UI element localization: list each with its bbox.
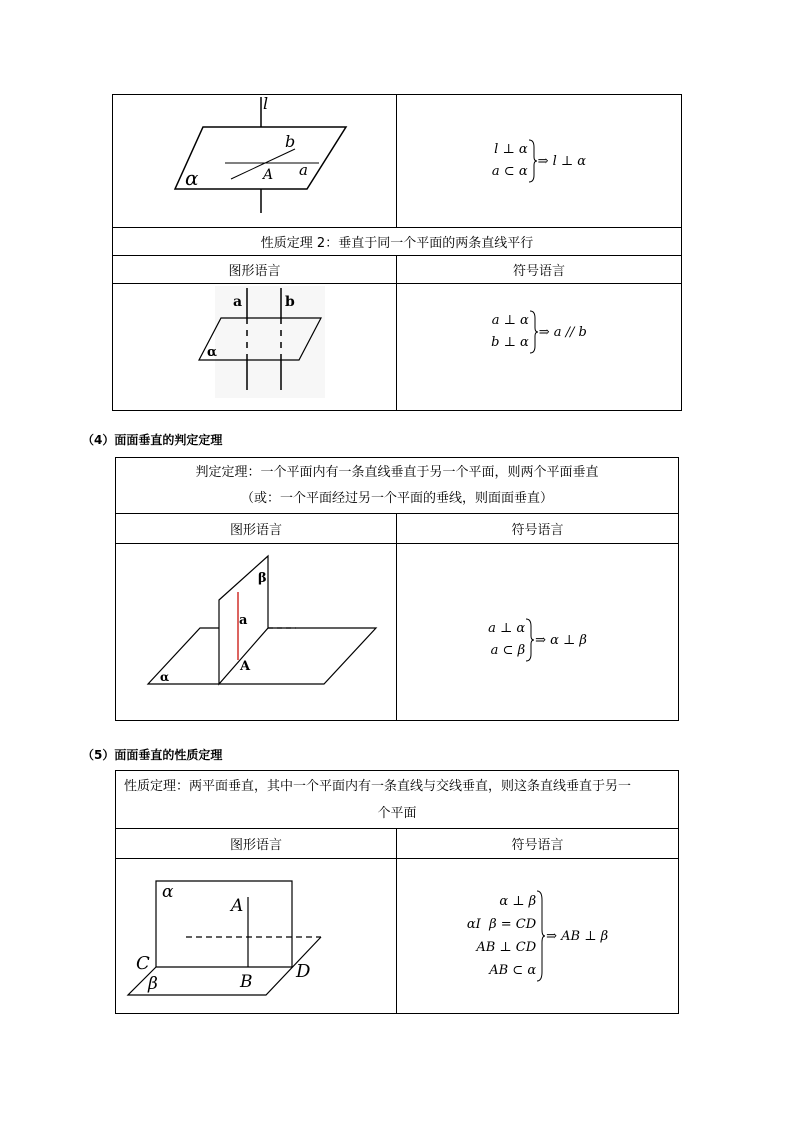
label-A: A [240, 659, 251, 674]
formula-criterion [488, 618, 587, 662]
label-b: b [285, 132, 296, 151]
table-plane-perpendicular-criterion [115, 457, 679, 721]
right-brace [536, 890, 546, 982]
theorem-line-2: （或：一个平面经过另一个平面的垂线，则面面垂直） [241, 490, 554, 506]
table-property-theorems [112, 94, 682, 411]
column-header-symbol: 符号语言 [397, 256, 682, 284]
formula-line-1: l ⊥ α [494, 142, 528, 157]
formula-line-4: AB ⊂ α [489, 963, 537, 978]
symbol-cell-parallel-lines [397, 284, 682, 411]
theorem-line-1: 性质定理：两平面垂直，其中一个平面内有一条直线与交线垂直，则这条直线垂直于另一 [124, 778, 632, 794]
theorem-line-2: 个平面 [377, 805, 417, 821]
symbol-cell [397, 859, 679, 1014]
formula-conclusion: ⇒ α ⊥ β [535, 632, 587, 648]
right-brace [529, 310, 539, 354]
figure-cell-line-plane [113, 95, 397, 228]
theorem-2-statement: 性质定理 2：垂直于同一个平面的两条直线平行 [113, 228, 682, 256]
column-header-symbol: 符号语言 [397, 829, 679, 859]
two-perpendicular-lines-figure [113, 284, 397, 406]
label-a: a [233, 294, 243, 310]
symbol-cell [397, 544, 679, 721]
column-header-symbol: 符号语言 [397, 514, 679, 544]
label-alpha: α [160, 670, 170, 684]
column-header-figure: 图形语言 [113, 256, 397, 284]
label-C: C [136, 953, 150, 974]
formula-conclusion: ⇒ l ⊥ α [537, 153, 587, 169]
right-brace [525, 618, 535, 662]
label-beta: β [148, 974, 158, 994]
formula-line-3: AB ⊥ CD [476, 940, 537, 955]
formula-property [467, 890, 608, 982]
label-b: b [285, 294, 295, 310]
symbol-cell-line-plane [397, 95, 682, 228]
label-A: A [263, 167, 274, 183]
label-a: a [239, 613, 248, 628]
formula-line-1: a ⊥ α [488, 621, 526, 636]
label-A: A [231, 896, 244, 916]
formula-line-2: a ⊂ α [491, 164, 528, 179]
formula-parallel-lines [491, 310, 587, 354]
label-beta: β [258, 571, 267, 586]
formula-line-2: αI β = CD [466, 917, 537, 932]
label-alpha: α [185, 166, 199, 190]
line-perpendicular-plane-figure [113, 95, 397, 223]
column-header-figure: 图形语言 [116, 829, 397, 859]
label-alpha: α [162, 882, 174, 902]
right-brace [528, 139, 538, 183]
figure-cell-parallel-lines [113, 284, 397, 411]
theorem-statement [116, 771, 679, 829]
formula-line-1: α ⊥ β [499, 894, 537, 909]
perpendicular-planes-property-figure [116, 859, 397, 1009]
formula-line-1: a ⊥ α [491, 313, 529, 328]
formula-line-2: a ⊂ β [490, 643, 526, 658]
figure-cell [116, 859, 397, 1014]
section-4-heading: （4）面面垂直的判定定理 [82, 433, 223, 447]
table-plane-perpendicular-property [115, 770, 679, 1014]
formula-conclusion: ⇒ AB ⊥ β [546, 928, 609, 944]
label-l: l [263, 95, 269, 113]
label-a: a [299, 161, 308, 179]
column-header-figure: 图形语言 [116, 514, 397, 544]
theorem-line-1: 判定定理：一个平面内有一条直线垂直于另一个平面，则两个平面垂直 [195, 464, 599, 480]
label-D: D [296, 961, 311, 982]
label-alpha: α [207, 345, 218, 360]
formula-line-2: b ⊥ α [491, 335, 529, 350]
figure-cell [116, 544, 397, 721]
perpendicular-planes-criterion-figure [116, 544, 397, 716]
section-5-heading: （5）面面垂直的性质定理 [82, 748, 223, 762]
label-B: B [240, 972, 253, 992]
formula-conclusion: ⇒ a // b [538, 324, 587, 340]
theorem-statement [116, 458, 679, 514]
formula-line-plane [492, 139, 586, 183]
